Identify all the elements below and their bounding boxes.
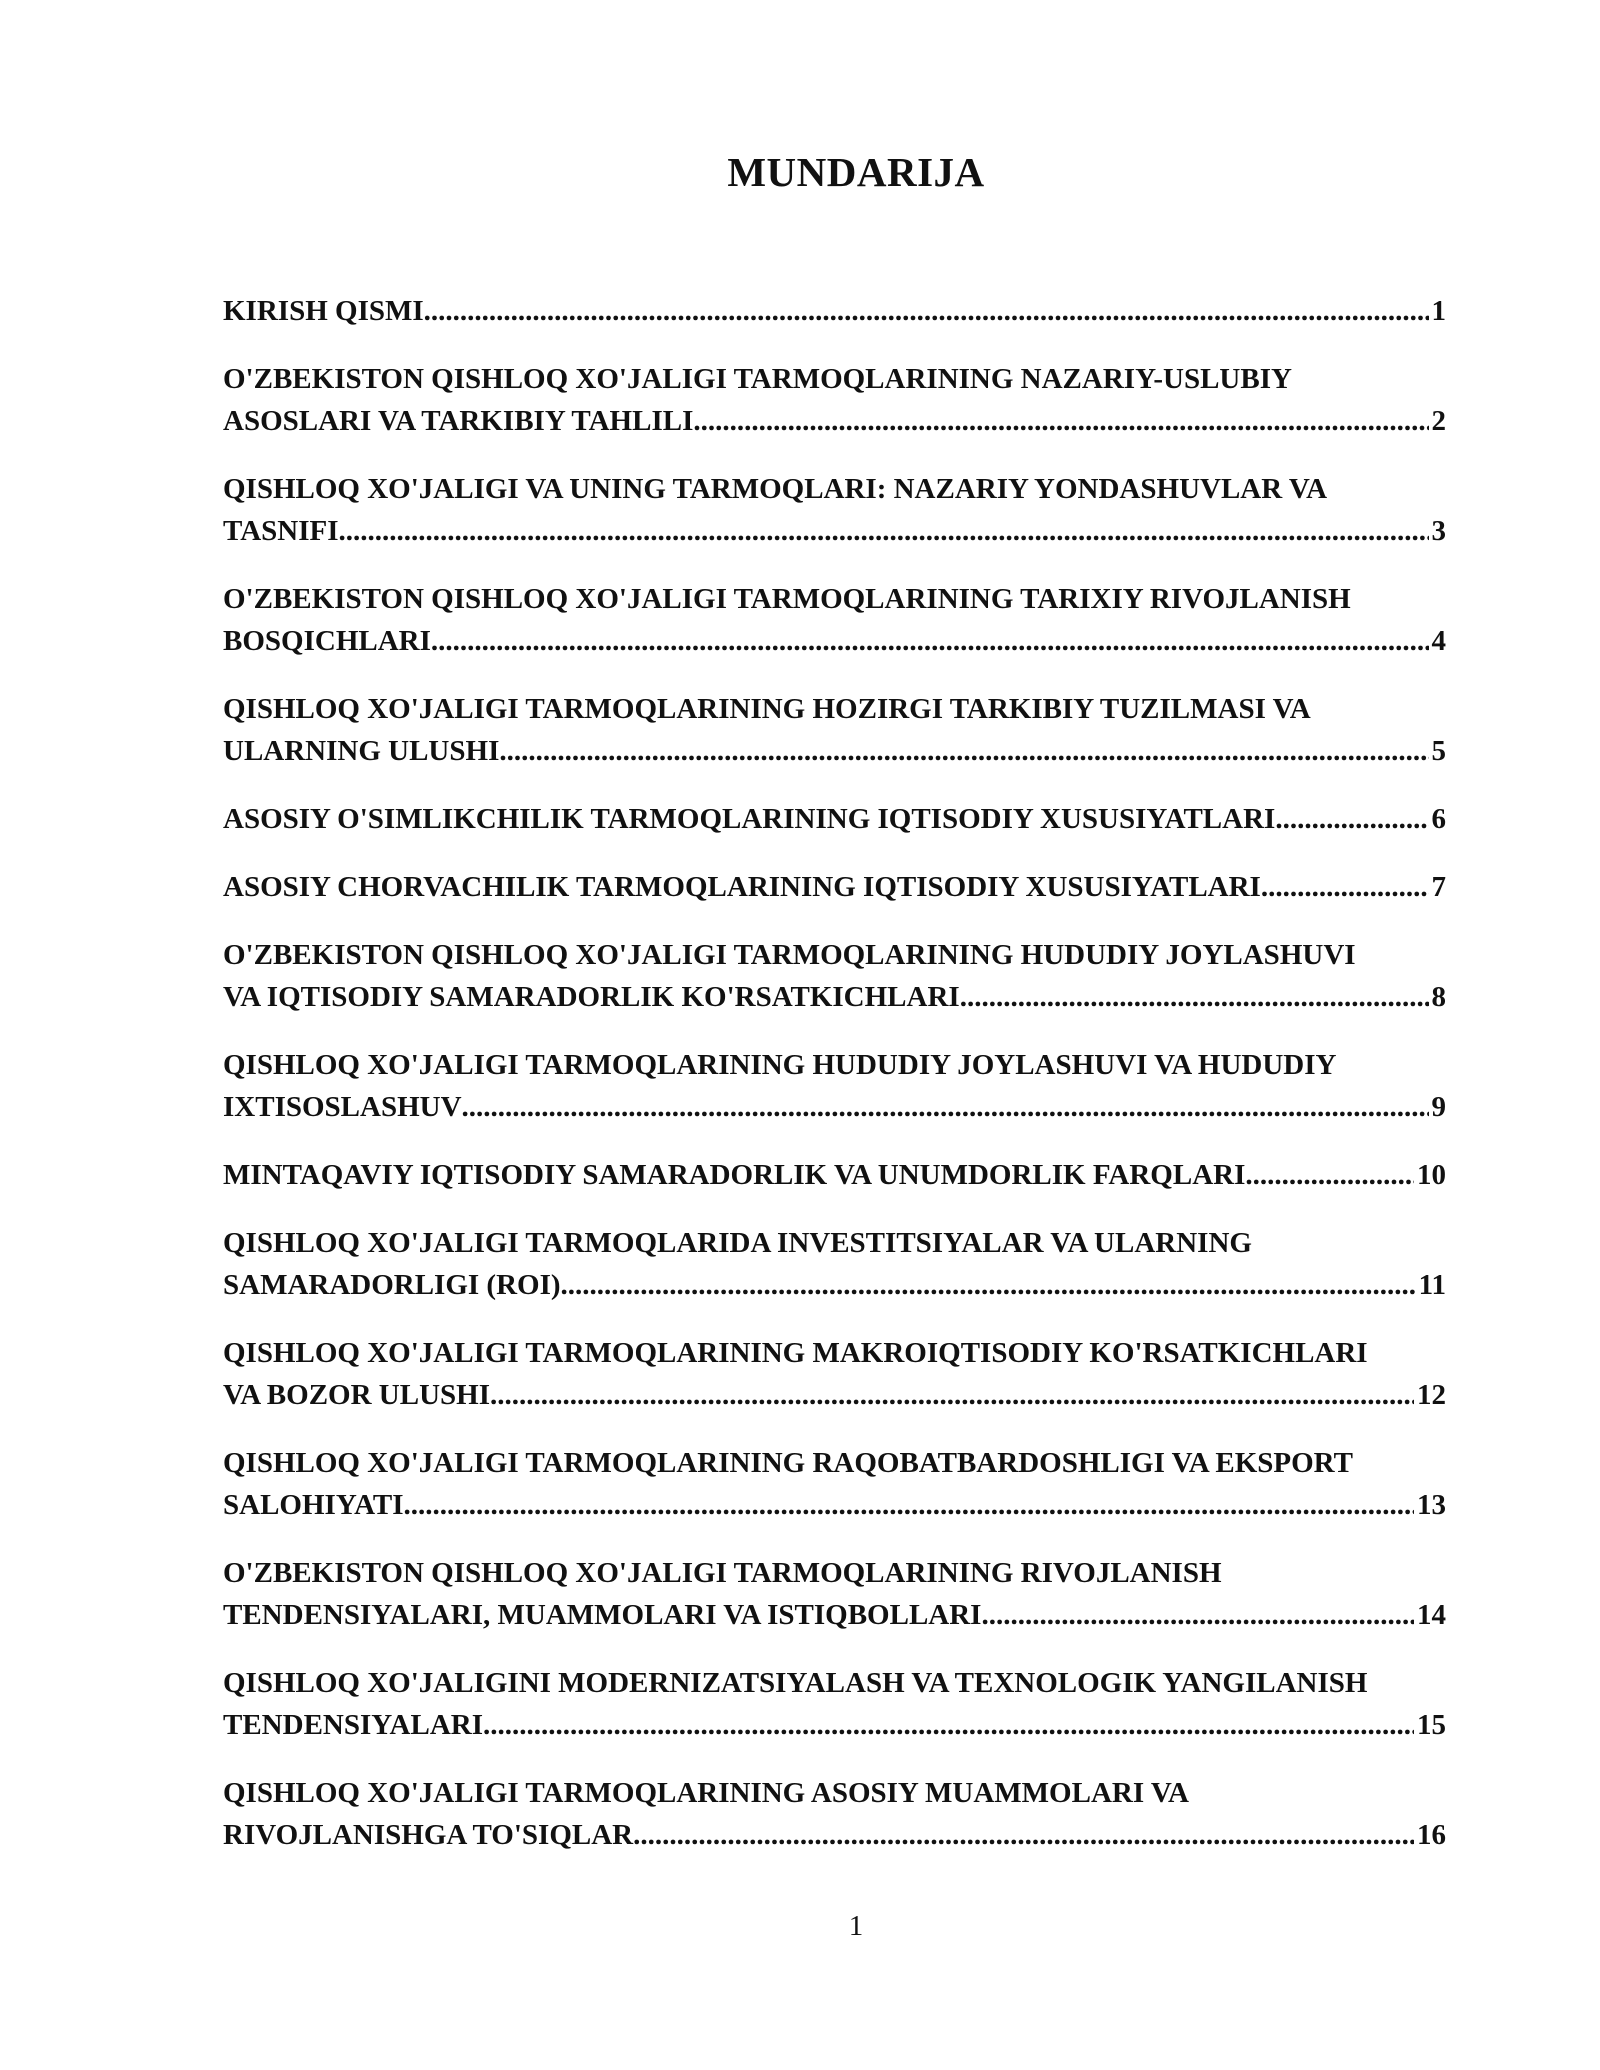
toc-entry-last-line	[223, 798, 1446, 840]
toc-entry-last-line	[223, 400, 1446, 442]
toc-entry-last-line	[223, 510, 1446, 552]
toc-entry-title-end: ULARNING ULUSHI	[223, 735, 500, 767]
dot-leader	[981, 1594, 1414, 1636]
toc-entry-last-line	[223, 1154, 1446, 1196]
dot-leader	[1261, 866, 1429, 908]
toc-entry-page-number: 7	[1431, 871, 1446, 903]
toc-entry-title-end: SAMARADORLIGI (ROI)	[223, 1269, 561, 1301]
toc-entry-last-line	[223, 730, 1446, 772]
toc-entry-6[interactable]	[223, 798, 1446, 840]
toc-entry-last-line	[223, 1594, 1446, 1636]
toc-entry-13[interactable]	[223, 1442, 1446, 1526]
toc-entry-page-number: 12	[1417, 1379, 1446, 1411]
page-number: 1	[848, 1910, 864, 1942]
toc-entry-title-end: VA BOZOR ULUSHI	[223, 1379, 490, 1411]
dot-leader	[431, 620, 1429, 662]
toc-entry-page-number: 4	[1431, 625, 1446, 657]
toc-entry-last-line	[223, 1374, 1446, 1416]
toc-entry-12[interactable]	[223, 1332, 1446, 1416]
toc-entry-last-line	[223, 1264, 1446, 1306]
toc-entry-5[interactable]	[223, 688, 1446, 772]
dot-leader	[1275, 798, 1428, 840]
toc-entry-page-number: 15	[1417, 1709, 1446, 1741]
toc-entry-page-number: 9	[1431, 1091, 1446, 1123]
toc-entry-title-end: MINTAQAVIY IQTISODIY SAMARADORLIK VA UNUMDORLIK FARQLARI	[223, 1159, 1246, 1191]
dot-leader	[633, 1814, 1414, 1856]
toc-entry-title-line: QISHLOQ XO'JALIGI TARMOQLARINING MAKROIQTISODIY KO'RSATKICHLARI	[223, 1337, 1368, 1369]
toc-entry-page-number: 10	[1417, 1159, 1446, 1191]
dot-leader	[561, 1264, 1416, 1306]
toc-entry-title-end: TENDENSIYALARI	[223, 1709, 484, 1741]
toc-entry-last-line	[223, 290, 1446, 332]
toc-entry-last-line	[223, 1086, 1446, 1128]
dot-leader	[693, 400, 1428, 442]
toc-entry-title-line: QISHLOQ XO'JALIGI TARMOQLARIDA INVESTITSIYALAR VA ULARNING	[223, 1227, 1252, 1259]
toc-entry-3[interactable]	[223, 468, 1446, 552]
toc-entry-title-line: QISHLOQ XO'JALIGI TARMOQLARINING ASOSIY MUAMMOLARI VA	[223, 1777, 1189, 1809]
toc-entry-10[interactable]	[223, 1154, 1446, 1196]
toc-entry-page-number: 11	[1418, 1269, 1446, 1301]
toc-entry-title-end: ASOSIY CHORVACHILIK TARMOQLARINING IQTISODIY XUSUSIYATLARI	[223, 871, 1261, 903]
toc-entry-title-line: O'ZBEKISTON QISHLOQ XO'JALIGI TARMOQLARINING NAZARIY-USLUBIY	[223, 363, 1292, 395]
toc-entry-title-line: O'ZBEKISTON QISHLOQ XO'JALIGI TARMOQLARINING HUDUDIY JOYLASHUVI	[223, 939, 1356, 971]
toc-entry-title-end: KIRISH QISMI	[223, 295, 424, 327]
toc-entry-title-end: BOSQICHLARI	[223, 625, 431, 657]
table-of-contents	[223, 290, 1446, 1882]
toc-entry-page-number: 2	[1431, 405, 1446, 437]
toc-entry-last-line	[223, 976, 1446, 1018]
toc-entry-page-number: 3	[1431, 515, 1446, 547]
dot-leader	[339, 510, 1429, 552]
toc-entry-last-line	[223, 1484, 1446, 1526]
toc-entry-last-line	[223, 866, 1446, 908]
toc-entry-title-end: TASNIFI	[223, 515, 339, 547]
toc-entry-title-end: VA IQTISODIY SAMARADORLIK KO'RSATKICHLARI	[223, 981, 960, 1013]
toc-entry-title-line: QISHLOQ XO'JALIGI TARMOQLARINING HOZIRGI TARKIBIY TUZILMASI VA	[223, 693, 1311, 725]
toc-entry-last-line	[223, 1814, 1446, 1856]
dot-leader	[404, 1484, 1414, 1526]
dot-leader	[424, 290, 1429, 332]
toc-entry-title-end: RIVOJLANISHGA TO'SIQLAR	[223, 1819, 634, 1851]
toc-entry-9[interactable]	[223, 1044, 1446, 1128]
toc-entry-page-number: 14	[1417, 1599, 1446, 1631]
toc-entry-last-line	[223, 620, 1446, 662]
toc-entry-8[interactable]	[223, 934, 1446, 1018]
toc-entry-15[interactable]	[223, 1662, 1446, 1746]
dot-leader	[960, 976, 1429, 1018]
toc-entry-page-number: 13	[1417, 1489, 1446, 1521]
toc-entry-7[interactable]	[223, 866, 1446, 908]
toc-entry-last-line	[223, 1704, 1446, 1746]
toc-entry-4[interactable]	[223, 578, 1446, 662]
toc-entry-title-end: TENDENSIYALARI, MUAMMOLARI VA ISTIQBOLLARI	[223, 1599, 982, 1631]
page-title: MUNDARIJA	[727, 149, 985, 195]
dot-leader	[483, 1704, 1414, 1746]
dot-leader	[462, 1086, 1429, 1128]
toc-entry-16[interactable]	[223, 1772, 1446, 1856]
dot-leader	[1245, 1154, 1414, 1196]
toc-entry-page-number: 5	[1431, 735, 1446, 767]
toc-entry-title-line: O'ZBEKISTON QISHLOQ XO'JALIGI TARMOQLARINING TARIXIY RIVOJLANISH	[223, 583, 1351, 615]
dot-leader	[490, 1374, 1414, 1416]
toc-entry-page-number: 1	[1431, 295, 1446, 327]
toc-entry-11[interactable]	[223, 1222, 1446, 1306]
toc-entry-title-line: QISHLOQ XO'JALIGI TARMOQLARINING RAQOBATBARDOSHLIGI VA EKSPORT	[223, 1447, 1353, 1479]
toc-entry-page-number: 8	[1431, 981, 1446, 1013]
toc-entry-14[interactable]	[223, 1552, 1446, 1636]
dot-leader	[499, 730, 1428, 772]
toc-entry-title-end: ASOSLARI VA TARKIBIY TAHLILI	[223, 405, 694, 437]
toc-entry-page-number: 16	[1417, 1819, 1446, 1851]
toc-entry-2[interactable]	[223, 358, 1446, 442]
toc-entry-title-line: QISHLOQ XO'JALIGINI MODERNIZATSIYALASH VA TEXNOLOGIK YANGILANISH	[223, 1667, 1368, 1699]
toc-entry-page-number: 6	[1431, 803, 1446, 835]
toc-entry-title-end: IXTISOSLASHUV	[223, 1091, 462, 1123]
toc-entry-title-end: ASOSIY O'SIMLIKCHILIK TARMOQLARINING IQTISODIY XUSUSIYATLARI	[223, 803, 1276, 835]
toc-entry-title-end: SALOHIYATI	[223, 1489, 404, 1521]
toc-entry-title-line: QISHLOQ XO'JALIGI TARMOQLARINING HUDUDIY JOYLASHUVI VA HUDUDIY	[223, 1049, 1337, 1081]
toc-entry-title-line: QISHLOQ XO'JALIGI VA UNING TARMOQLARI: NAZARIY YONDASHUVLAR VA	[223, 473, 1328, 505]
toc-entry-1[interactable]	[223, 290, 1446, 332]
toc-entry-title-line: O'ZBEKISTON QISHLOQ XO'JALIGI TARMOQLARINING RIVOJLANISH	[223, 1557, 1222, 1589]
